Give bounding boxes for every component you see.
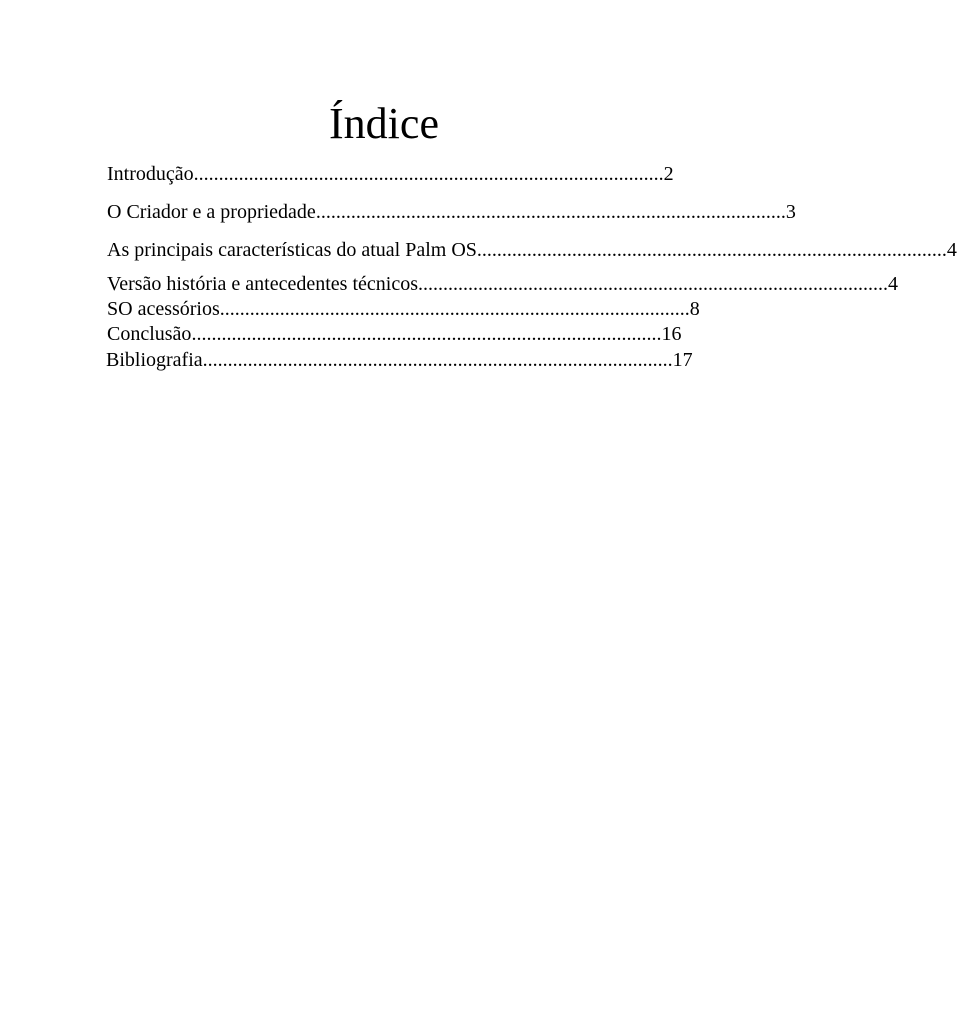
toc-page-number: 17 [672,349,693,371]
toc-entry-label: Versão história e antecedentes técnicos [107,273,418,295]
toc-entry-label: O Criador e a propriedade [107,201,316,223]
toc-dot-leader: .............................................................................................. [193,163,664,185]
toc-entry-label: Conclusão [107,323,192,345]
toc-page-number: 3 [785,201,796,223]
toc-page-number: 4 [946,239,957,261]
toc-page-number: 4 [887,273,898,295]
toc-dot-leader: .............................................................................................. [202,349,673,371]
toc-entry-criador[interactable] [107,199,796,225]
toc-dot-leader: .............................................................................................. [219,298,690,320]
toc-entry-conclusao[interactable] [107,321,682,347]
page-title: Índice [329,99,439,148]
toc-page-number: 16 [661,323,682,345]
toc-dot-leader: .............................................................................................. [417,273,888,295]
toc-dot-leader: .............................................................................................. [191,323,662,345]
toc-entry-caracteristicas[interactable] [107,237,957,263]
toc-dot-leader: .............................................................................................. [476,239,947,261]
toc-entry-versao-historia[interactable] [107,271,898,297]
toc-entry-so-acessorios[interactable] [107,296,700,322]
toc-entry-bibliografia[interactable] [106,347,693,373]
toc-page-number: 2 [663,163,674,185]
toc-entry-label: Introdução [107,163,194,185]
toc-entry-label: SO acessórios [107,298,220,320]
toc-entry-introducao[interactable] [107,161,674,187]
toc-entry-label: As principais características do atual Palm OS [107,239,477,261]
toc-dot-leader: .............................................................................................. [315,201,786,223]
toc-page-number: 8 [689,298,700,320]
toc-entry-label: Bibliografia [106,349,203,371]
